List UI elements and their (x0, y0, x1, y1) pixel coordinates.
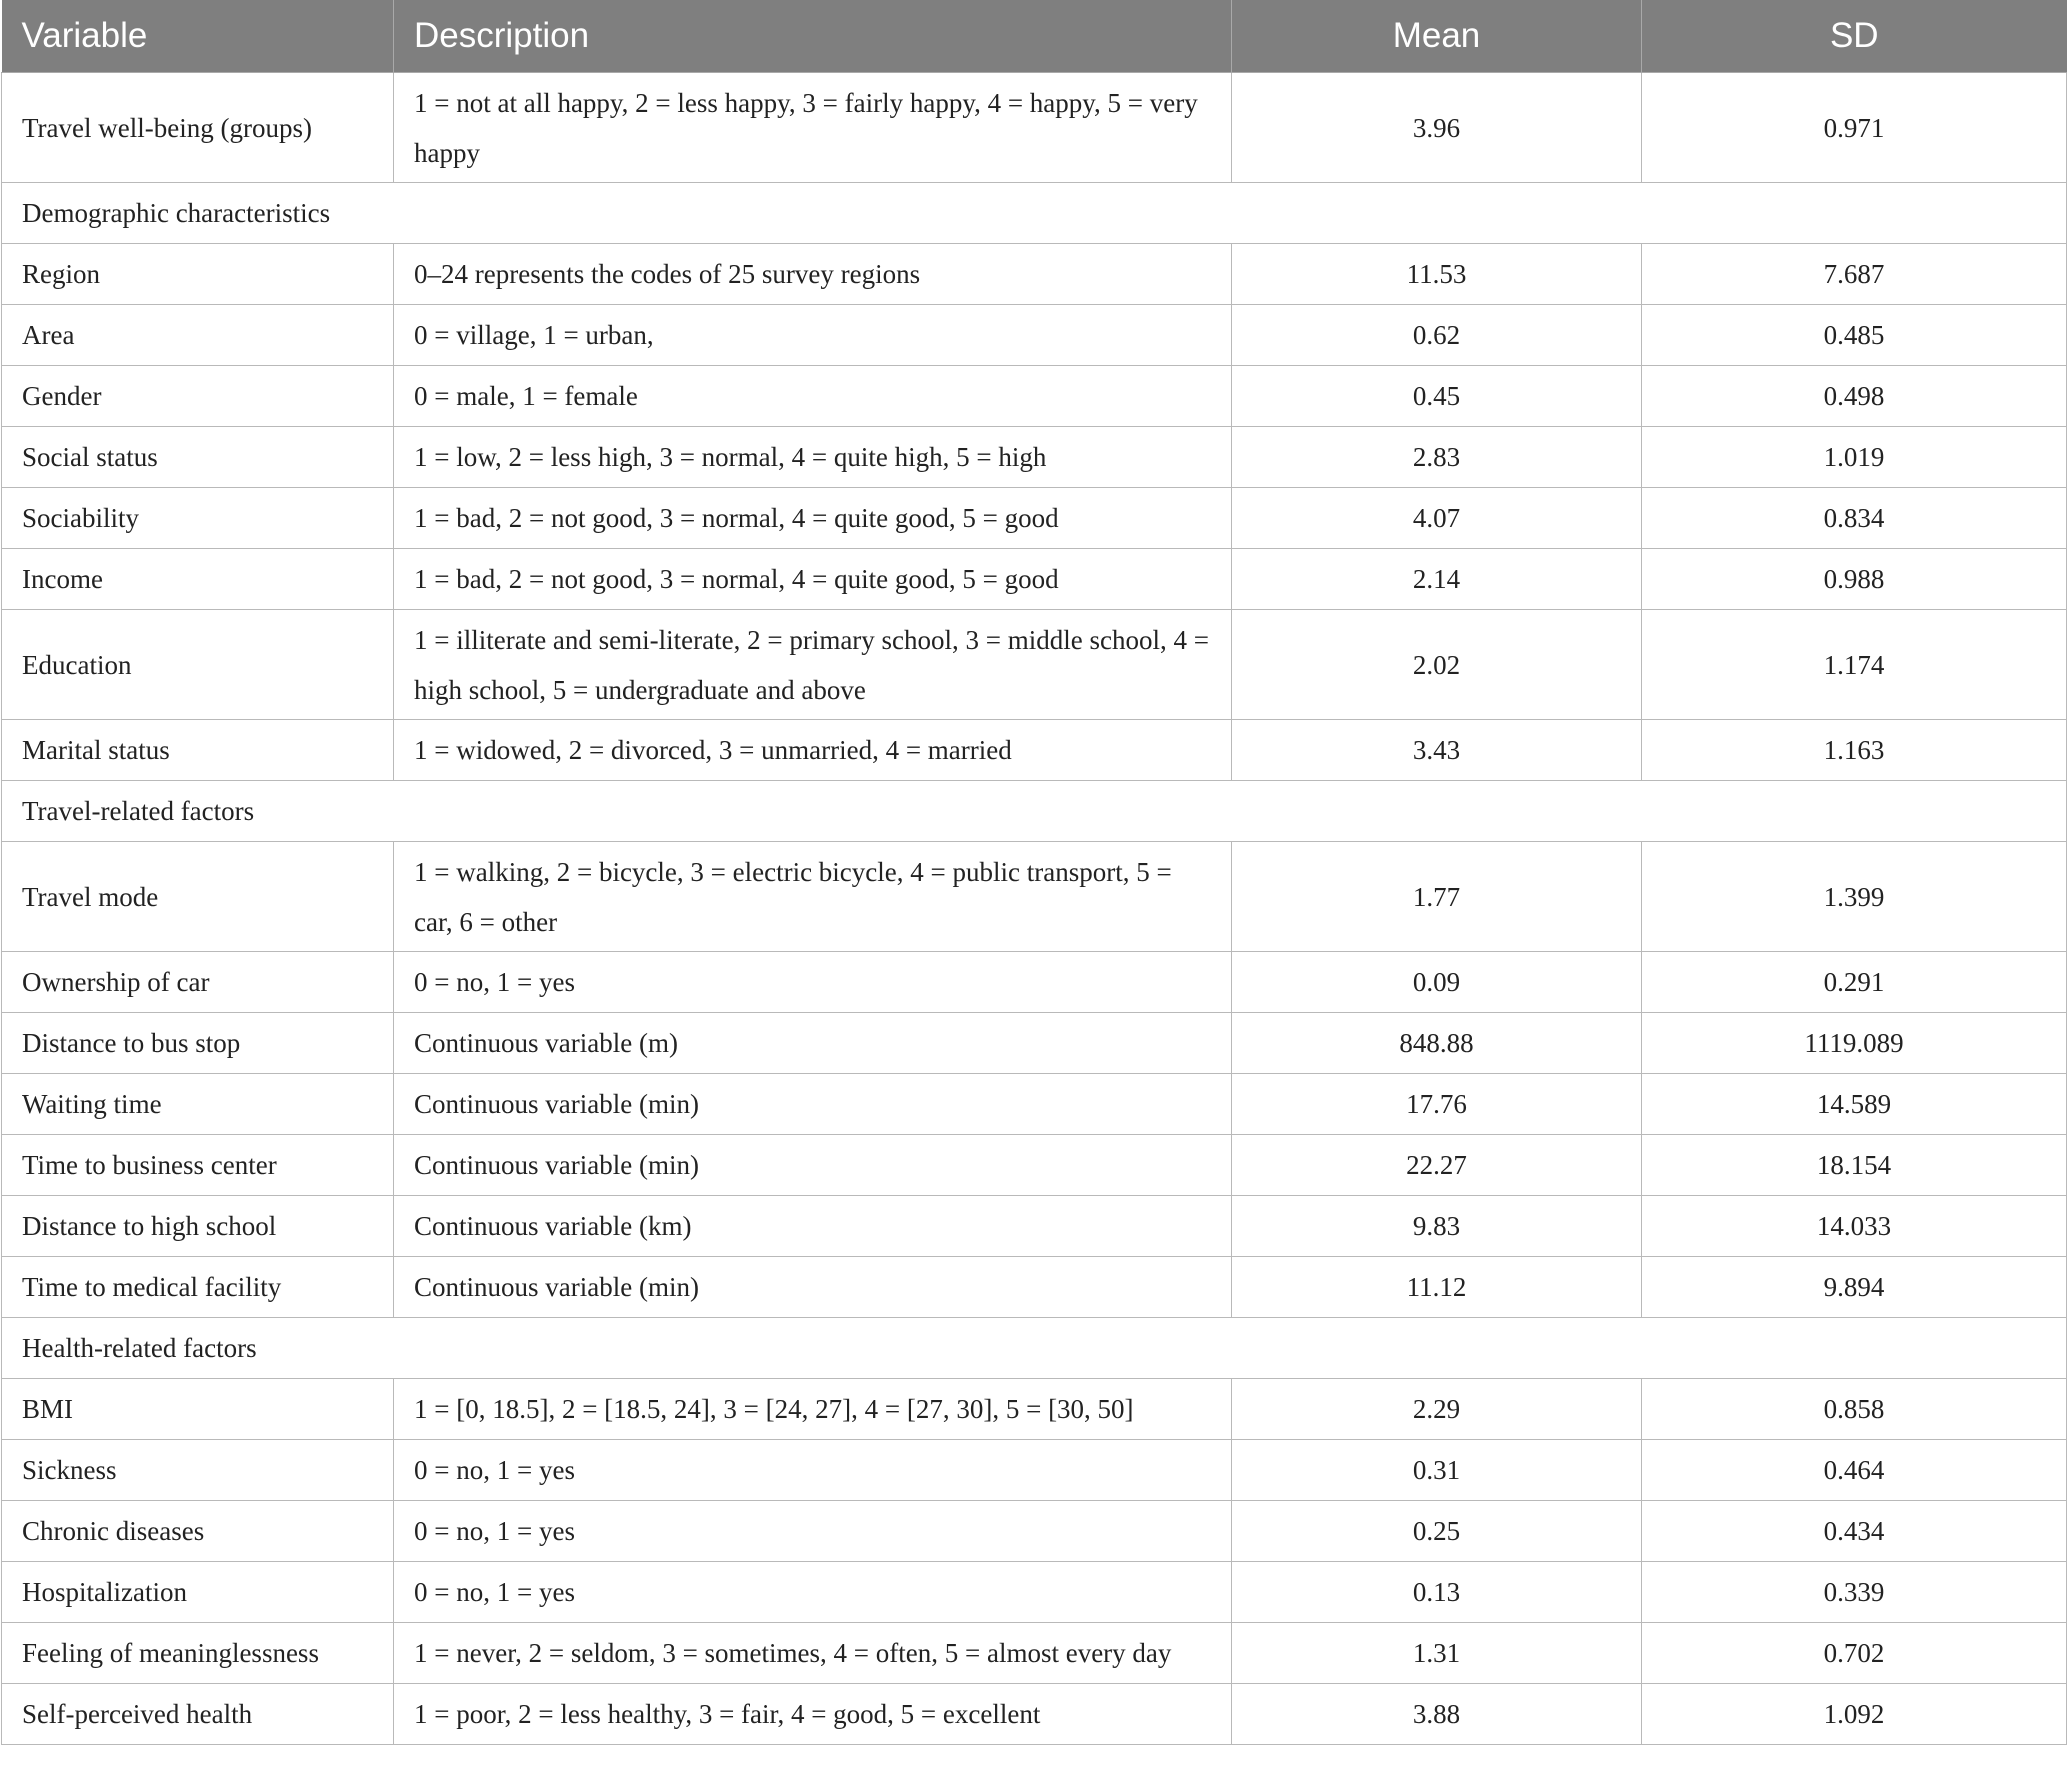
sd-cell: 0.858 (1642, 1379, 2067, 1440)
table-row (2, 952, 2067, 1013)
sd-cell: 0.834 (1642, 488, 2067, 549)
mean-cell: 11.53 (1232, 244, 1642, 305)
table-row (2, 1623, 2067, 1684)
variable-cell: Gender (2, 366, 394, 427)
mean-cell: 2.83 (1232, 427, 1642, 488)
table-row (2, 1562, 2067, 1623)
sd-cell: 0.702 (1642, 1623, 2067, 1684)
description-cell: Continuous variable (m) (394, 1013, 1232, 1074)
variable-cell: Sickness (2, 1440, 394, 1501)
variable-cell: Sociability (2, 488, 394, 549)
table-row (2, 1379, 2067, 1440)
variable-cell: Hospitalization (2, 1562, 394, 1623)
table-row (2, 610, 2067, 720)
variable-cell: Ownership of car (2, 952, 394, 1013)
table-header (2, 0, 2067, 73)
mean-cell: 1.31 (1232, 1623, 1642, 1684)
mean-cell: 0.25 (1232, 1501, 1642, 1562)
description-cell: 1 = bad, 2 = not good, 3 = normal, 4 = quite good, 5 = good (394, 488, 1232, 549)
mean-cell: 11.12 (1232, 1257, 1642, 1318)
table-row (2, 720, 2067, 781)
mean-cell: 0.45 (1232, 366, 1642, 427)
mean-cell: 3.96 (1232, 73, 1642, 183)
mean-cell: 0.13 (1232, 1562, 1642, 1623)
sd-cell: 1.092 (1642, 1684, 2067, 1745)
section-label: Demographic characteristics (2, 183, 2067, 244)
description-cell: 1 = walking, 2 = bicycle, 3 = electric bicycle, 4 = public transport, 5 = car, 6 = other (394, 842, 1232, 952)
table-row (2, 427, 2067, 488)
mean-cell: 4.07 (1232, 488, 1642, 549)
variable-cell: Marital status (2, 720, 394, 781)
table-row (2, 1074, 2067, 1135)
header-row (2, 0, 2067, 73)
mean-cell: 2.14 (1232, 549, 1642, 610)
mean-cell: 22.27 (1232, 1135, 1642, 1196)
sd-cell: 0.498 (1642, 366, 2067, 427)
header-mean: Mean (1232, 0, 1642, 73)
variable-cell: Distance to high school (2, 1196, 394, 1257)
variable-cell: Time to business center (2, 1135, 394, 1196)
table-row (2, 1684, 2067, 1745)
variable-cell: Distance to bus stop (2, 1013, 394, 1074)
table-row (2, 1501, 2067, 1562)
sd-cell: 0.988 (1642, 549, 2067, 610)
sd-cell: 14.589 (1642, 1074, 2067, 1135)
mean-cell: 9.83 (1232, 1196, 1642, 1257)
variable-cell: Chronic diseases (2, 1501, 394, 1562)
table-row (2, 1196, 2067, 1257)
section-row (2, 183, 2067, 244)
mean-cell: 2.29 (1232, 1379, 1642, 1440)
header-sd: SD (1642, 0, 2067, 73)
sd-cell: 1.163 (1642, 720, 2067, 781)
variable-cell: Travel mode (2, 842, 394, 952)
sd-cell: 0.485 (1642, 305, 2067, 366)
header-variable: Variable (2, 0, 394, 73)
description-cell: Continuous variable (min) (394, 1074, 1232, 1135)
table-row (2, 488, 2067, 549)
description-cell: 1 = low, 2 = less high, 3 = normal, 4 = quite high, 5 = high (394, 427, 1232, 488)
header-description: Description (394, 0, 1232, 73)
description-cell: Continuous variable (min) (394, 1257, 1232, 1318)
sd-cell: 0.339 (1642, 1562, 2067, 1623)
description-cell: 0 = no, 1 = yes (394, 1562, 1232, 1623)
sd-cell: 9.894 (1642, 1257, 2067, 1318)
table-row (2, 1257, 2067, 1318)
sd-cell: 14.033 (1642, 1196, 2067, 1257)
variable-cell: Waiting time (2, 1074, 394, 1135)
description-cell: 1 = not at all happy, 2 = less happy, 3 = fairly happy, 4 = happy, 5 = very happy (394, 73, 1232, 183)
description-cell: 1 = never, 2 = seldom, 3 = sometimes, 4 = often, 5 = almost every day (394, 1623, 1232, 1684)
description-cell: 1 = widowed, 2 = divorced, 3 = unmarried, 4 = married (394, 720, 1232, 781)
sd-cell: 18.154 (1642, 1135, 2067, 1196)
mean-cell: 0.09 (1232, 952, 1642, 1013)
table-row (2, 1013, 2067, 1074)
description-cell: 0–24 represents the codes of 25 survey regions (394, 244, 1232, 305)
mean-cell: 848.88 (1232, 1013, 1642, 1074)
description-cell: Continuous variable (min) (394, 1135, 1232, 1196)
description-cell: 0 = male, 1 = female (394, 366, 1232, 427)
table-row (2, 549, 2067, 610)
sd-cell: 1.019 (1642, 427, 2067, 488)
variable-cell: Income (2, 549, 394, 610)
mean-cell: 0.62 (1232, 305, 1642, 366)
variable-cell: Education (2, 610, 394, 720)
table-row (2, 73, 2067, 183)
description-cell: 1 = [0, 18.5], 2 = [18.5, 24], 3 = [24, 27], 4 = [27, 30], 5 = [30, 50] (394, 1379, 1232, 1440)
variable-cell: Time to medical facility (2, 1257, 394, 1318)
variable-cell: BMI (2, 1379, 394, 1440)
mean-cell: 3.43 (1232, 720, 1642, 781)
description-cell: 0 = no, 1 = yes (394, 1501, 1232, 1562)
mean-cell: 0.31 (1232, 1440, 1642, 1501)
sd-cell: 1.399 (1642, 842, 2067, 952)
table-row (2, 244, 2067, 305)
section-row (2, 781, 2067, 842)
table-row (2, 305, 2067, 366)
mean-cell: 3.88 (1232, 1684, 1642, 1745)
variable-cell: Social status (2, 427, 394, 488)
description-cell: 1 = bad, 2 = not good, 3 = normal, 4 = quite good, 5 = good (394, 549, 1232, 610)
variable-cell: Feeling of meaninglessness (2, 1623, 394, 1684)
sd-cell: 1119.089 (1642, 1013, 2067, 1074)
sd-cell: 1.174 (1642, 610, 2067, 720)
sd-cell: 0.971 (1642, 73, 2067, 183)
table-row (2, 842, 2067, 952)
description-cell: 0 = no, 1 = yes (394, 1440, 1232, 1501)
sd-cell: 0.291 (1642, 952, 2067, 1013)
table-row (2, 1440, 2067, 1501)
mean-cell: 2.02 (1232, 610, 1642, 720)
table-row (2, 1135, 2067, 1196)
mean-cell: 1.77 (1232, 842, 1642, 952)
variable-cell: Travel well-being (groups) (2, 73, 394, 183)
section-label: Health-related factors (2, 1318, 2067, 1379)
variable-cell: Region (2, 244, 394, 305)
section-row (2, 1318, 2067, 1379)
description-cell: 1 = illiterate and semi-literate, 2 = primary school, 3 = middle school, 4 = high school, 5 = undergraduate and above (394, 610, 1232, 720)
sd-cell: 0.434 (1642, 1501, 2067, 1562)
description-cell: 0 = no, 1 = yes (394, 952, 1232, 1013)
descriptive-statistics-table (1, 0, 2067, 1745)
table-row (2, 366, 2067, 427)
sd-cell: 0.464 (1642, 1440, 2067, 1501)
section-label: Travel-related factors (2, 781, 2067, 842)
variable-cell: Self-perceived health (2, 1684, 394, 1745)
description-cell: Continuous variable (km) (394, 1196, 1232, 1257)
variable-cell: Area (2, 305, 394, 366)
mean-cell: 17.76 (1232, 1074, 1642, 1135)
description-cell: 0 = village, 1 = urban, (394, 305, 1232, 366)
table-body (2, 73, 2067, 1745)
description-cell: 1 = poor, 2 = less healthy, 3 = fair, 4 = good, 5 = excellent (394, 1684, 1232, 1745)
sd-cell: 7.687 (1642, 244, 2067, 305)
